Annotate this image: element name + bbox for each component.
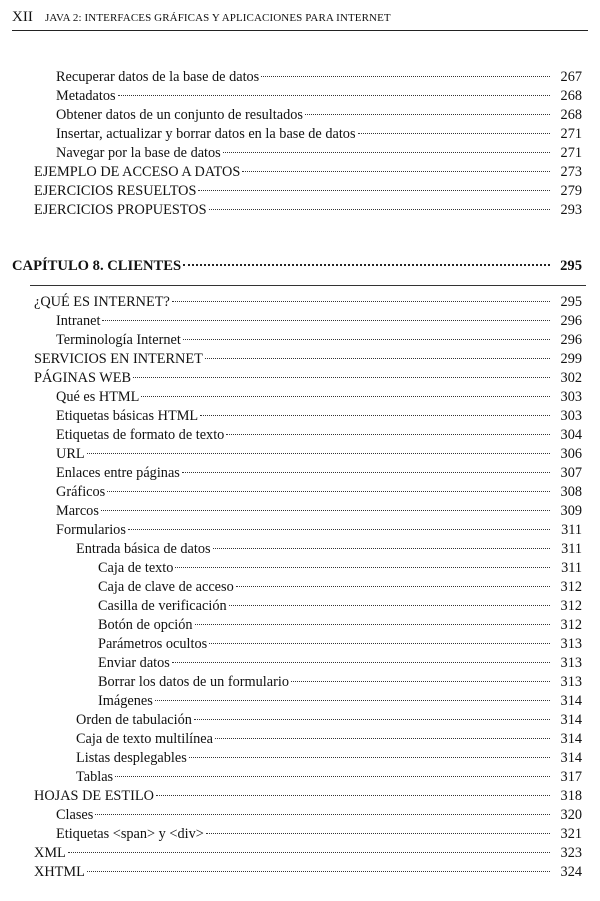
- toc-entry-title: Enlaces entre páginas: [56, 465, 180, 481]
- toc-entry: [56, 331, 582, 350]
- dot-leader: [209, 643, 550, 644]
- toc-entry-title: Navegar por la base de datos: [56, 145, 221, 161]
- toc-entry: [98, 597, 582, 616]
- dot-leader: [242, 171, 550, 172]
- toc-entry-title: HOJAS DE ESTILO: [34, 788, 154, 804]
- dot-leader: [133, 377, 550, 378]
- dot-leader: [223, 152, 550, 153]
- dot-leader: [206, 833, 550, 834]
- toc-entry-page: 296: [560, 332, 582, 348]
- toc-entry: [76, 540, 582, 559]
- toc-entry: [56, 312, 582, 331]
- toc-entry: [56, 106, 582, 125]
- toc-entry-page: 309: [560, 503, 582, 519]
- toc-entry: [76, 768, 582, 787]
- toc-entry-title: Tablas: [76, 769, 114, 785]
- toc-entry-page: 303: [560, 389, 582, 405]
- dot-leader: [183, 339, 550, 340]
- toc-entry-title: Entrada básica de datos: [76, 541, 211, 557]
- toc-entry-title: Obtener datos de un conjunto de resultados: [56, 107, 303, 123]
- toc-entry-title: Borrar los datos de un formulario: [98, 674, 289, 690]
- toc-entry: [56, 445, 582, 464]
- toc-entry-page: 314: [560, 750, 582, 766]
- toc-entry-page: 323: [560, 845, 582, 861]
- toc-entry-page: 314: [560, 693, 582, 709]
- toc-entry-title: XHTML: [34, 864, 85, 880]
- toc-entry-page: 271: [560, 126, 582, 142]
- running-title: JAVA 2: INTERFACES GRÁFICAS Y APLICACIONES PARA INTERNET: [45, 12, 391, 24]
- dot-leader: [118, 95, 550, 96]
- toc-entry: [56, 521, 582, 540]
- toc-entry-page: 313: [560, 674, 582, 690]
- chapter-page: 295: [560, 258, 582, 274]
- toc-entry-title: Marcos: [56, 503, 99, 519]
- toc-entry-page: 302: [560, 370, 582, 386]
- dot-leader: [198, 190, 550, 191]
- toc-entry: [98, 559, 582, 578]
- toc-entry: [98, 654, 582, 673]
- toc-entry-page: 311: [561, 560, 582, 576]
- toc-entry: [56, 426, 582, 445]
- toc-entry-title: Insertar, actualizar y borrar datos en la base de datos: [56, 126, 356, 142]
- toc-entry: [56, 125, 582, 144]
- toc-entry: [98, 616, 582, 635]
- dot-leader: [291, 681, 550, 682]
- toc-entry: [34, 293, 582, 312]
- toc-entry-page: 296: [560, 313, 582, 329]
- dot-leader: [200, 415, 550, 416]
- toc-entry: [56, 825, 582, 844]
- dot-leader: [209, 209, 550, 210]
- toc-entry-page: 307: [560, 465, 582, 481]
- toc-entry-title: Enviar datos: [98, 655, 170, 671]
- toc-entry-title: Casilla de verificación: [98, 598, 227, 614]
- toc-entry-title: Etiquetas <span> y <div>: [56, 826, 204, 842]
- page-number: XII: [12, 9, 33, 25]
- dot-leader: [172, 301, 550, 302]
- toc-entry: [56, 68, 582, 87]
- dot-leader: [141, 396, 550, 397]
- toc-entry: [56, 502, 582, 521]
- toc-entry: [98, 578, 582, 597]
- toc-entry-page: 313: [560, 655, 582, 671]
- toc-entry: [76, 711, 582, 730]
- toc-entry-page: 321: [560, 826, 582, 842]
- toc-entry: [34, 787, 582, 806]
- dot-leader: [226, 434, 550, 435]
- toc-entry: [34, 844, 582, 863]
- toc-entry: [34, 350, 582, 369]
- toc-entry-title: XML: [34, 845, 66, 861]
- dot-leader: [68, 852, 550, 853]
- toc-entry: [56, 407, 582, 426]
- dot-leader: [195, 624, 550, 625]
- toc-entry: [56, 464, 582, 483]
- toc-entry-title: EJERCICIOS RESUELTOS: [34, 183, 197, 199]
- dot-leader: [156, 795, 550, 796]
- dot-leader: [305, 114, 550, 115]
- dot-leader: [128, 529, 550, 530]
- toc-entry-page: 273: [560, 164, 582, 180]
- toc-entry: [76, 749, 582, 768]
- toc-entry: [34, 863, 582, 882]
- toc-entry-title: Parámetros ocultos: [98, 636, 208, 652]
- toc-entry-page: 303: [560, 408, 582, 424]
- toc-entry-page: 313: [560, 636, 582, 652]
- toc-entry-page: 299: [560, 351, 582, 367]
- dot-leader: [175, 567, 550, 568]
- toc-entry-title: Caja de texto multilínea: [76, 731, 213, 747]
- dot-leader: [107, 491, 550, 492]
- toc-entry-title: Formularios: [56, 522, 126, 538]
- toc-entry: [34, 163, 582, 182]
- toc-entry-page: 317: [560, 769, 582, 785]
- toc-entry-title: Caja de texto: [98, 560, 174, 576]
- toc-entry-title: SERVICIOS EN INTERNET: [34, 351, 203, 367]
- dot-leader: [194, 719, 550, 720]
- dot-leader: [172, 662, 550, 663]
- dot-leader: [205, 358, 550, 359]
- toc-entry: [34, 182, 582, 201]
- dot-leader: [155, 700, 550, 701]
- toc-entry-page: 279: [560, 183, 582, 199]
- toc-entry-page: 267: [560, 69, 582, 85]
- toc-entry-page: 311: [561, 522, 582, 538]
- toc-entry-title: EJEMPLO DE ACCESO A DATOS: [34, 164, 241, 180]
- toc-entry-page: 306: [560, 446, 582, 462]
- toc-entry-title: URL: [56, 446, 85, 462]
- toc-entry-title: Botón de opción: [98, 617, 193, 633]
- toc-entry-page: 320: [560, 807, 582, 823]
- toc-entry-title: Metadatos: [56, 88, 116, 104]
- toc-entry-page: 293: [560, 202, 582, 218]
- toc-entry-title: Listas desplegables: [76, 750, 187, 766]
- toc-entry: [98, 692, 582, 711]
- toc-entry-page: 312: [560, 598, 582, 614]
- toc-entry-page: 311: [561, 541, 582, 557]
- toc-entry-page: 268: [560, 107, 582, 123]
- toc-entry-page: 271: [560, 145, 582, 161]
- toc-entry-page: 268: [560, 88, 582, 104]
- dot-leader: [189, 757, 550, 758]
- toc-entry-page: 318: [560, 788, 582, 804]
- dot-leader: [95, 814, 550, 815]
- toc-entry-title: ¿QUÉ ES INTERNET?: [34, 294, 170, 310]
- toc-entry: [56, 388, 582, 407]
- toc-entry: [76, 730, 582, 749]
- dot-leader: [115, 776, 550, 777]
- dot-leader: [229, 605, 550, 606]
- toc-entry-page: 312: [560, 579, 582, 595]
- toc-entry: [34, 201, 582, 220]
- dot-leader: [236, 586, 550, 587]
- toc-entry-page: 314: [560, 731, 582, 747]
- toc-entry-page: 312: [560, 617, 582, 633]
- toc-entry-title: Orden de tabulación: [76, 712, 192, 728]
- toc-entry-title: EJERCICIOS PROPUESTOS: [34, 202, 207, 218]
- toc-entry-title: Imágenes: [98, 693, 153, 709]
- toc-entry-title: Terminología Internet: [56, 332, 181, 348]
- toc-entry: [56, 144, 582, 163]
- toc-entry: [34, 369, 582, 388]
- dot-leader: [358, 133, 550, 134]
- dot-leader: [101, 510, 550, 511]
- dot-leader: [261, 76, 550, 77]
- toc-entry-title: Etiquetas de formato de texto: [56, 427, 225, 443]
- toc-entry-title: Clases: [56, 807, 94, 823]
- toc-entry: [56, 806, 582, 825]
- dot-leader: [213, 548, 550, 549]
- toc-entry-page: 308: [560, 484, 582, 500]
- section-rule: [30, 285, 586, 286]
- dot-leader: [183, 264, 550, 266]
- toc-entry-title: Qué es HTML: [56, 389, 140, 405]
- toc-entry-page: 324: [560, 864, 582, 880]
- toc-entry-title: Etiquetas básicas HTML: [56, 408, 199, 424]
- chapter-title: CAPÍTULO 8. CLIENTES: [12, 258, 182, 274]
- toc-entry-title: Gráficos: [56, 484, 106, 500]
- toc-entry-title: Recuperar datos de la base de datos: [56, 69, 260, 85]
- toc-entry: [56, 483, 582, 502]
- dot-leader: [215, 738, 550, 739]
- toc-entry-page: 304: [560, 427, 582, 443]
- toc-entry: [98, 673, 582, 692]
- toc-entry: [98, 635, 582, 654]
- toc-entry-page: 314: [560, 712, 582, 728]
- toc-entry-title: PÁGINAS WEB: [34, 370, 132, 386]
- chapter-heading: [12, 257, 582, 276]
- dot-leader: [182, 472, 550, 473]
- dot-leader: [87, 871, 550, 872]
- toc-entry-title: Intranet: [56, 313, 101, 329]
- toc-entry: [56, 87, 582, 106]
- toc-entry-page: 295: [560, 294, 582, 310]
- dot-leader: [87, 453, 550, 454]
- dot-leader: [102, 320, 550, 321]
- toc-entry-title: Caja de clave de acceso: [98, 579, 234, 595]
